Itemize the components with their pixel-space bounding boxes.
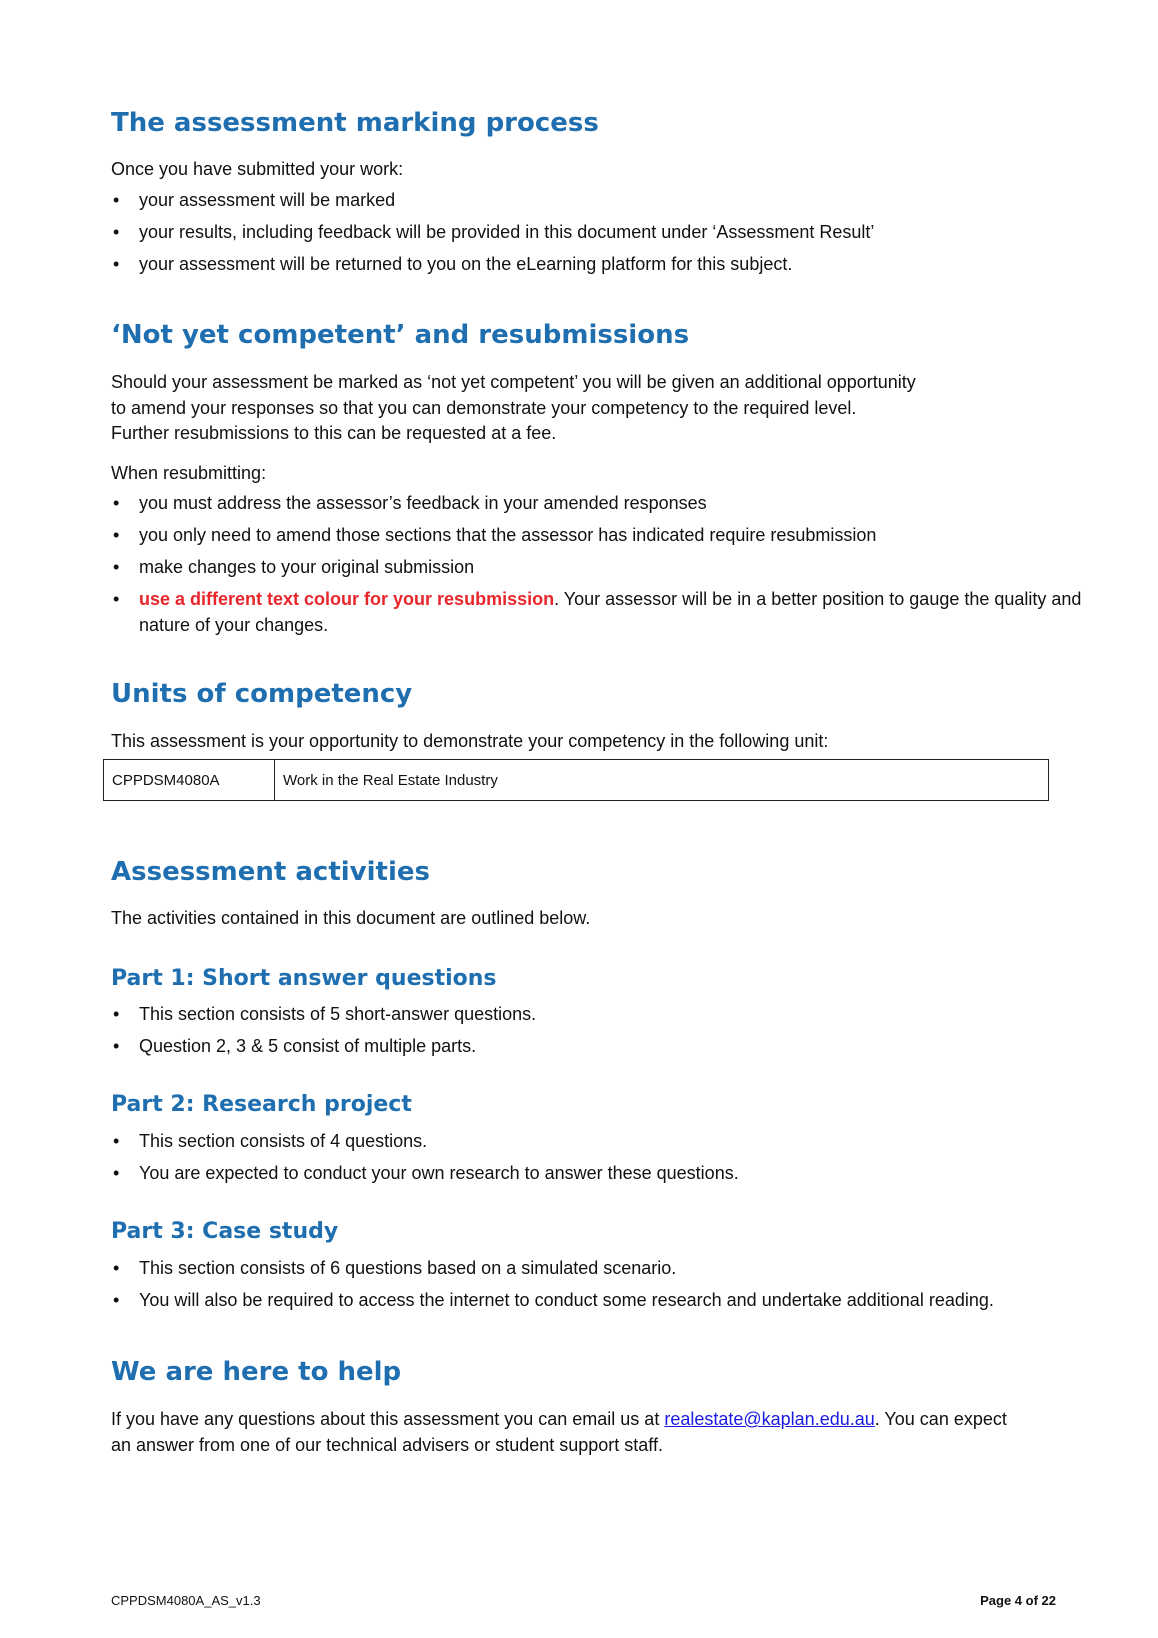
bullet-icon: •	[113, 1036, 120, 1056]
bullet-icon: •	[113, 557, 120, 577]
when-resubmitting-label: When resubmitting:	[111, 463, 267, 483]
list-item: • your results, including feedback will be provided in this document under ‘Assessment Result’	[111, 219, 1091, 245]
marking-heading: The assessment marking process	[111, 108, 599, 138]
unit-title-cell: Work in the Real Estate Industry	[275, 760, 1049, 801]
support-email-link[interactable]: realestate@kaplan.edu.au	[664, 1409, 875, 1429]
resubmission-line-2: to amend your responses so that you can demonstrate your competency to the required level.	[111, 398, 857, 418]
list-item: • This section consists of 6 questions based on a simulated scenario.	[111, 1255, 1091, 1281]
bullet-icon: •	[113, 222, 120, 242]
bullet-icon: •	[113, 525, 120, 545]
footer-doc-code: CPPDSM4080A_AS_v1.3	[111, 1593, 261, 1608]
part2-heading: Part 2: Research project	[111, 1092, 412, 1117]
part1-heading: Part 1: Short answer questions	[111, 966, 497, 991]
list-item: • your assessment will be marked	[111, 187, 1091, 213]
list-item: • you must address the assessor’s feedback in your amended responses	[111, 490, 1091, 516]
list-item: • your assessment will be returned to you on the eLearning platform for this subject.	[111, 251, 1091, 277]
unit-code-cell: CPPDSM4080A	[104, 760, 275, 801]
bullet-icon: •	[113, 1163, 120, 1183]
list-item: • You will also be required to access the internet to conduct some research and undertake additional reading.	[111, 1287, 1091, 1313]
resubmission-line-3: Further resubmissions to this can be requested at a fee.	[111, 423, 557, 443]
help-paragraph: If you have any questions about this assessment you can email us at realestate@kaplan.edu.au. You can expect an answer from one of our technical advisers or student support staff.	[111, 1409, 1007, 1455]
resubmission-heading: ‘Not yet competent’ and resubmissions	[111, 320, 690, 350]
list-item: • Question 2, 3 & 5 consist of multiple parts.	[111, 1033, 1091, 1059]
bullet-icon: •	[113, 254, 120, 274]
bullet-icon: •	[113, 589, 120, 609]
highlighted-instruction: use a different text colour for your resubmission	[139, 589, 555, 609]
table-row	[104, 760, 1049, 801]
part3-list	[111, 1255, 1091, 1319]
units-intro: This assessment is your opportunity to demonstrate your competency in the following unit:	[111, 731, 829, 751]
bullet-icon: •	[113, 493, 120, 513]
bullet-icon: •	[113, 1131, 120, 1151]
help-heading: We are here to help	[111, 1357, 402, 1387]
part2-list	[111, 1128, 1091, 1192]
list-item: • You are expected to conduct your own research to answer these questions.	[111, 1160, 1091, 1186]
part1-list	[111, 1001, 1091, 1065]
activities-heading: Assessment activities	[111, 857, 430, 887]
bullet-icon: •	[113, 1290, 120, 1310]
units-heading: Units of competency	[111, 679, 413, 709]
list-item: • This section consists of 5 short-answer questions.	[111, 1001, 1091, 1027]
bullet-icon: •	[113, 1004, 120, 1024]
list-item: • This section consists of 4 questions.	[111, 1128, 1091, 1154]
marking-intro: Once you have submitted your work:	[111, 159, 404, 179]
resubmission-line-1: Should your assessment be marked as ‘not yet competent’ you will be given an additional opportunity	[111, 372, 916, 392]
list-item: • use a different text colour for your resubmission. Your assessor will be in a better position to gauge the quality and nature of your changes.	[111, 586, 1091, 638]
list-item: • you only need to amend those sections that the assessor has indicated require resubmission	[111, 522, 1091, 548]
activities-intro: The activities contained in this document are outlined below.	[111, 908, 591, 928]
bullet-icon: •	[113, 1258, 120, 1278]
part3-heading: Part 3: Case study	[111, 1219, 339, 1244]
resubmission-list	[111, 490, 1091, 644]
list-item: • make changes to your original submission	[111, 554, 1091, 580]
footer-page-number: Page 4 of 22	[980, 1593, 1056, 1608]
bullet-icon: •	[113, 190, 120, 210]
units-table	[103, 759, 1049, 801]
marking-list	[111, 187, 1091, 283]
